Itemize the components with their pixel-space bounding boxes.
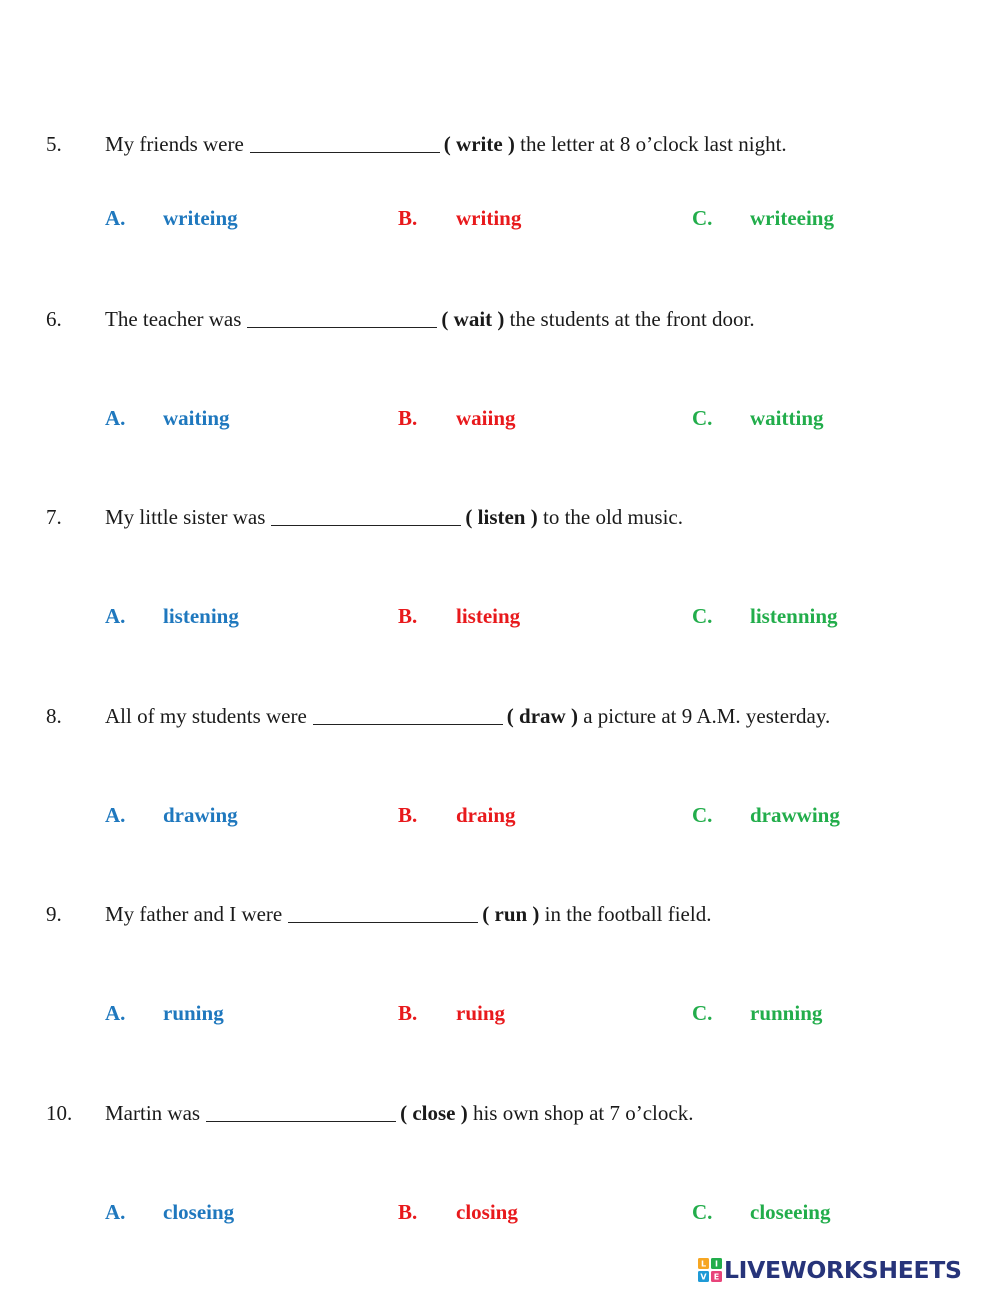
option-letter: B. — [398, 1001, 418, 1025]
question-stem — [0, 701, 1000, 731]
option-letter: C. — [692, 1200, 713, 1224]
option-word: writeeing — [750, 206, 834, 230]
verb-hint: ( write ) — [443, 132, 515, 156]
answer-blank[interactable] — [250, 129, 440, 159]
options-row — [0, 601, 1000, 631]
question-stem — [0, 899, 1000, 929]
option-letter: A. — [105, 803, 126, 827]
question-number: 10. — [46, 1101, 73, 1125]
question-number: 9. — [46, 902, 62, 926]
sentence-start: All of my students were — [105, 704, 307, 728]
sentence-end: to the old music. — [542, 505, 683, 529]
sentence-start: My little sister was — [105, 505, 266, 529]
question-text — [105, 899, 711, 929]
answer-blank[interactable] — [206, 1098, 396, 1128]
option-letter: C. — [692, 406, 713, 430]
svg-text:L: L — [700, 1259, 707, 1269]
option-word: waitting — [750, 406, 824, 430]
option-word: drawwing — [750, 803, 840, 827]
answer-blank[interactable] — [288, 899, 478, 929]
question-stem — [0, 502, 1000, 532]
option-word: waiting — [163, 406, 230, 430]
option-letter: B. — [398, 1200, 418, 1224]
options-row — [0, 998, 1000, 1028]
option-word: closeeing — [750, 1200, 831, 1224]
option-letter: A. — [105, 1001, 126, 1025]
sentence-end: in the football field. — [544, 902, 712, 926]
question-number: 5. — [46, 132, 62, 156]
question-number: 7. — [46, 505, 62, 529]
options-row — [0, 203, 1000, 233]
option-letter: C. — [692, 604, 713, 628]
options-row — [0, 403, 1000, 433]
sentence-end: a picture at 9 A.M. yesterday. — [583, 704, 831, 728]
question-text — [105, 502, 683, 532]
option-word: listeing — [456, 604, 521, 628]
svg-text:I: I — [715, 1259, 718, 1269]
brand-name: LIVEWORKSHEETS — [724, 1256, 962, 1284]
verb-hint: ( draw ) — [506, 704, 578, 728]
option-word: running — [750, 1001, 823, 1025]
option-letter: C. — [692, 1001, 713, 1025]
option-word: drawing — [163, 803, 238, 827]
question-stem — [0, 304, 1000, 334]
option-letter: A. — [105, 1200, 126, 1224]
verb-hint: ( listen ) — [465, 505, 538, 529]
option-word: waiing — [456, 406, 516, 430]
option-word: draing — [456, 803, 516, 827]
option-letter: B. — [398, 604, 418, 628]
question-stem — [0, 129, 1000, 159]
option-word: closing — [456, 1200, 518, 1224]
option-letter: A. — [105, 604, 126, 628]
liveworksheets-logo-icon — [698, 1258, 722, 1282]
option-letter: C. — [692, 803, 713, 827]
liveworksheets-brand[interactable] — [698, 1256, 994, 1284]
sentence-start: The teacher was — [105, 307, 242, 331]
sentence-start: My father and I were — [105, 902, 283, 926]
option-letter: A. — [105, 406, 126, 430]
options-row — [0, 800, 1000, 830]
sentence-end: the letter at 8 o’clock last night. — [520, 132, 787, 156]
question-text — [105, 701, 830, 731]
sentence-start: My friends were — [105, 132, 244, 156]
svg-text:V: V — [700, 1272, 707, 1282]
option-word: closeing — [163, 1200, 235, 1224]
sentence-end: his own shop at 7 o’clock. — [472, 1101, 694, 1125]
question-text — [105, 1098, 693, 1128]
option-word: listening — [163, 604, 239, 628]
option-word: listenning — [750, 604, 838, 628]
option-word: writeing — [163, 206, 238, 230]
answer-blank[interactable] — [247, 304, 437, 334]
option-letter: C. — [692, 206, 713, 230]
option-letter: B. — [398, 803, 418, 827]
option-word: runing — [163, 1001, 224, 1025]
svg-text:E: E — [713, 1272, 720, 1282]
option-letter: A. — [105, 206, 126, 230]
answer-blank[interactable] — [271, 502, 461, 532]
option-word: writing — [456, 206, 522, 230]
option-letter: B. — [398, 206, 418, 230]
sentence-start: Martin was — [105, 1101, 201, 1125]
question-text — [105, 129, 787, 159]
options-row — [0, 1197, 1000, 1227]
question-text — [105, 304, 755, 334]
question-number: 6. — [46, 307, 62, 331]
verb-hint: ( wait ) — [441, 307, 505, 331]
option-word: ruing — [456, 1001, 506, 1025]
verb-hint: ( close ) — [400, 1101, 468, 1125]
option-letter: B. — [398, 406, 418, 430]
question-number: 8. — [46, 704, 62, 728]
sentence-end: the students at the front door. — [509, 307, 755, 331]
question-stem — [0, 1098, 1000, 1128]
answer-blank[interactable] — [313, 701, 503, 731]
verb-hint: ( run ) — [482, 902, 540, 926]
